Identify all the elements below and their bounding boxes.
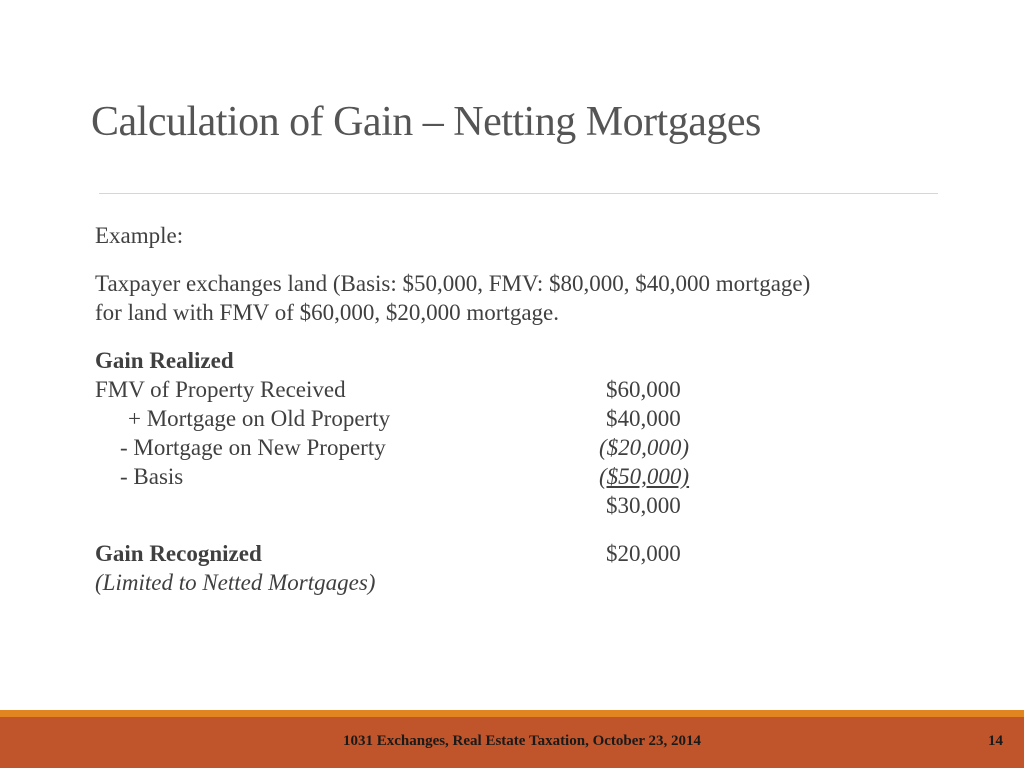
gain-recognized-note: (Limited to Netted Mortgages) [95,570,376,595]
calc-row-value: $30,000 [606,493,681,518]
footer-bar [0,717,1024,768]
calc-row-new-mortgage [95,433,975,462]
gain-recognized-value: $20,000 [606,541,681,566]
gain-realized-section [95,346,975,520]
calc-row-label: FMV of Property Received [95,377,346,402]
gain-recognized-heading: Gain Recognized [95,541,262,566]
page-number: 14 [988,733,1003,749]
calc-row-fmv-received [95,375,975,404]
calc-row-value: ($20,000) [599,435,690,460]
calc-row-value: $40,000 [606,406,681,431]
calc-row-basis [95,462,975,491]
calc-row-label: + Mortgage on Old Property [128,406,391,431]
calc-row-value: ($50,000) [599,464,690,489]
gain-realized-heading: Gain Realized [95,348,234,373]
calc-row-label: - Basis [120,464,184,489]
example-line-1: Taxpayer exchanges land (Basis: $50,000, FMV: $80,000, $40,000 mortgage) [95,271,811,296]
footer-caption: 1031 Exchanges, Real Estate Taxation, October 23, 2014 [342,733,702,749]
slide-body [95,221,975,597]
calc-row-total [95,491,975,520]
footer-accent-stripe [0,710,1024,717]
title-divider [99,193,938,194]
gain-recognized-row [95,539,975,568]
example-line-2: for land with FMV of $60,000, $20,000 mortgage. [95,300,560,325]
calc-row-old-mortgage [95,404,975,433]
calc-row-label: - Mortgage on New Property [120,435,386,460]
example-description [95,269,975,327]
slide-title: Calculation of Gain – Netting Mortgages [91,99,761,145]
calc-row-value: $60,000 [606,377,681,402]
gain-recognized-section [95,539,975,597]
example-label: Example: [95,223,184,248]
